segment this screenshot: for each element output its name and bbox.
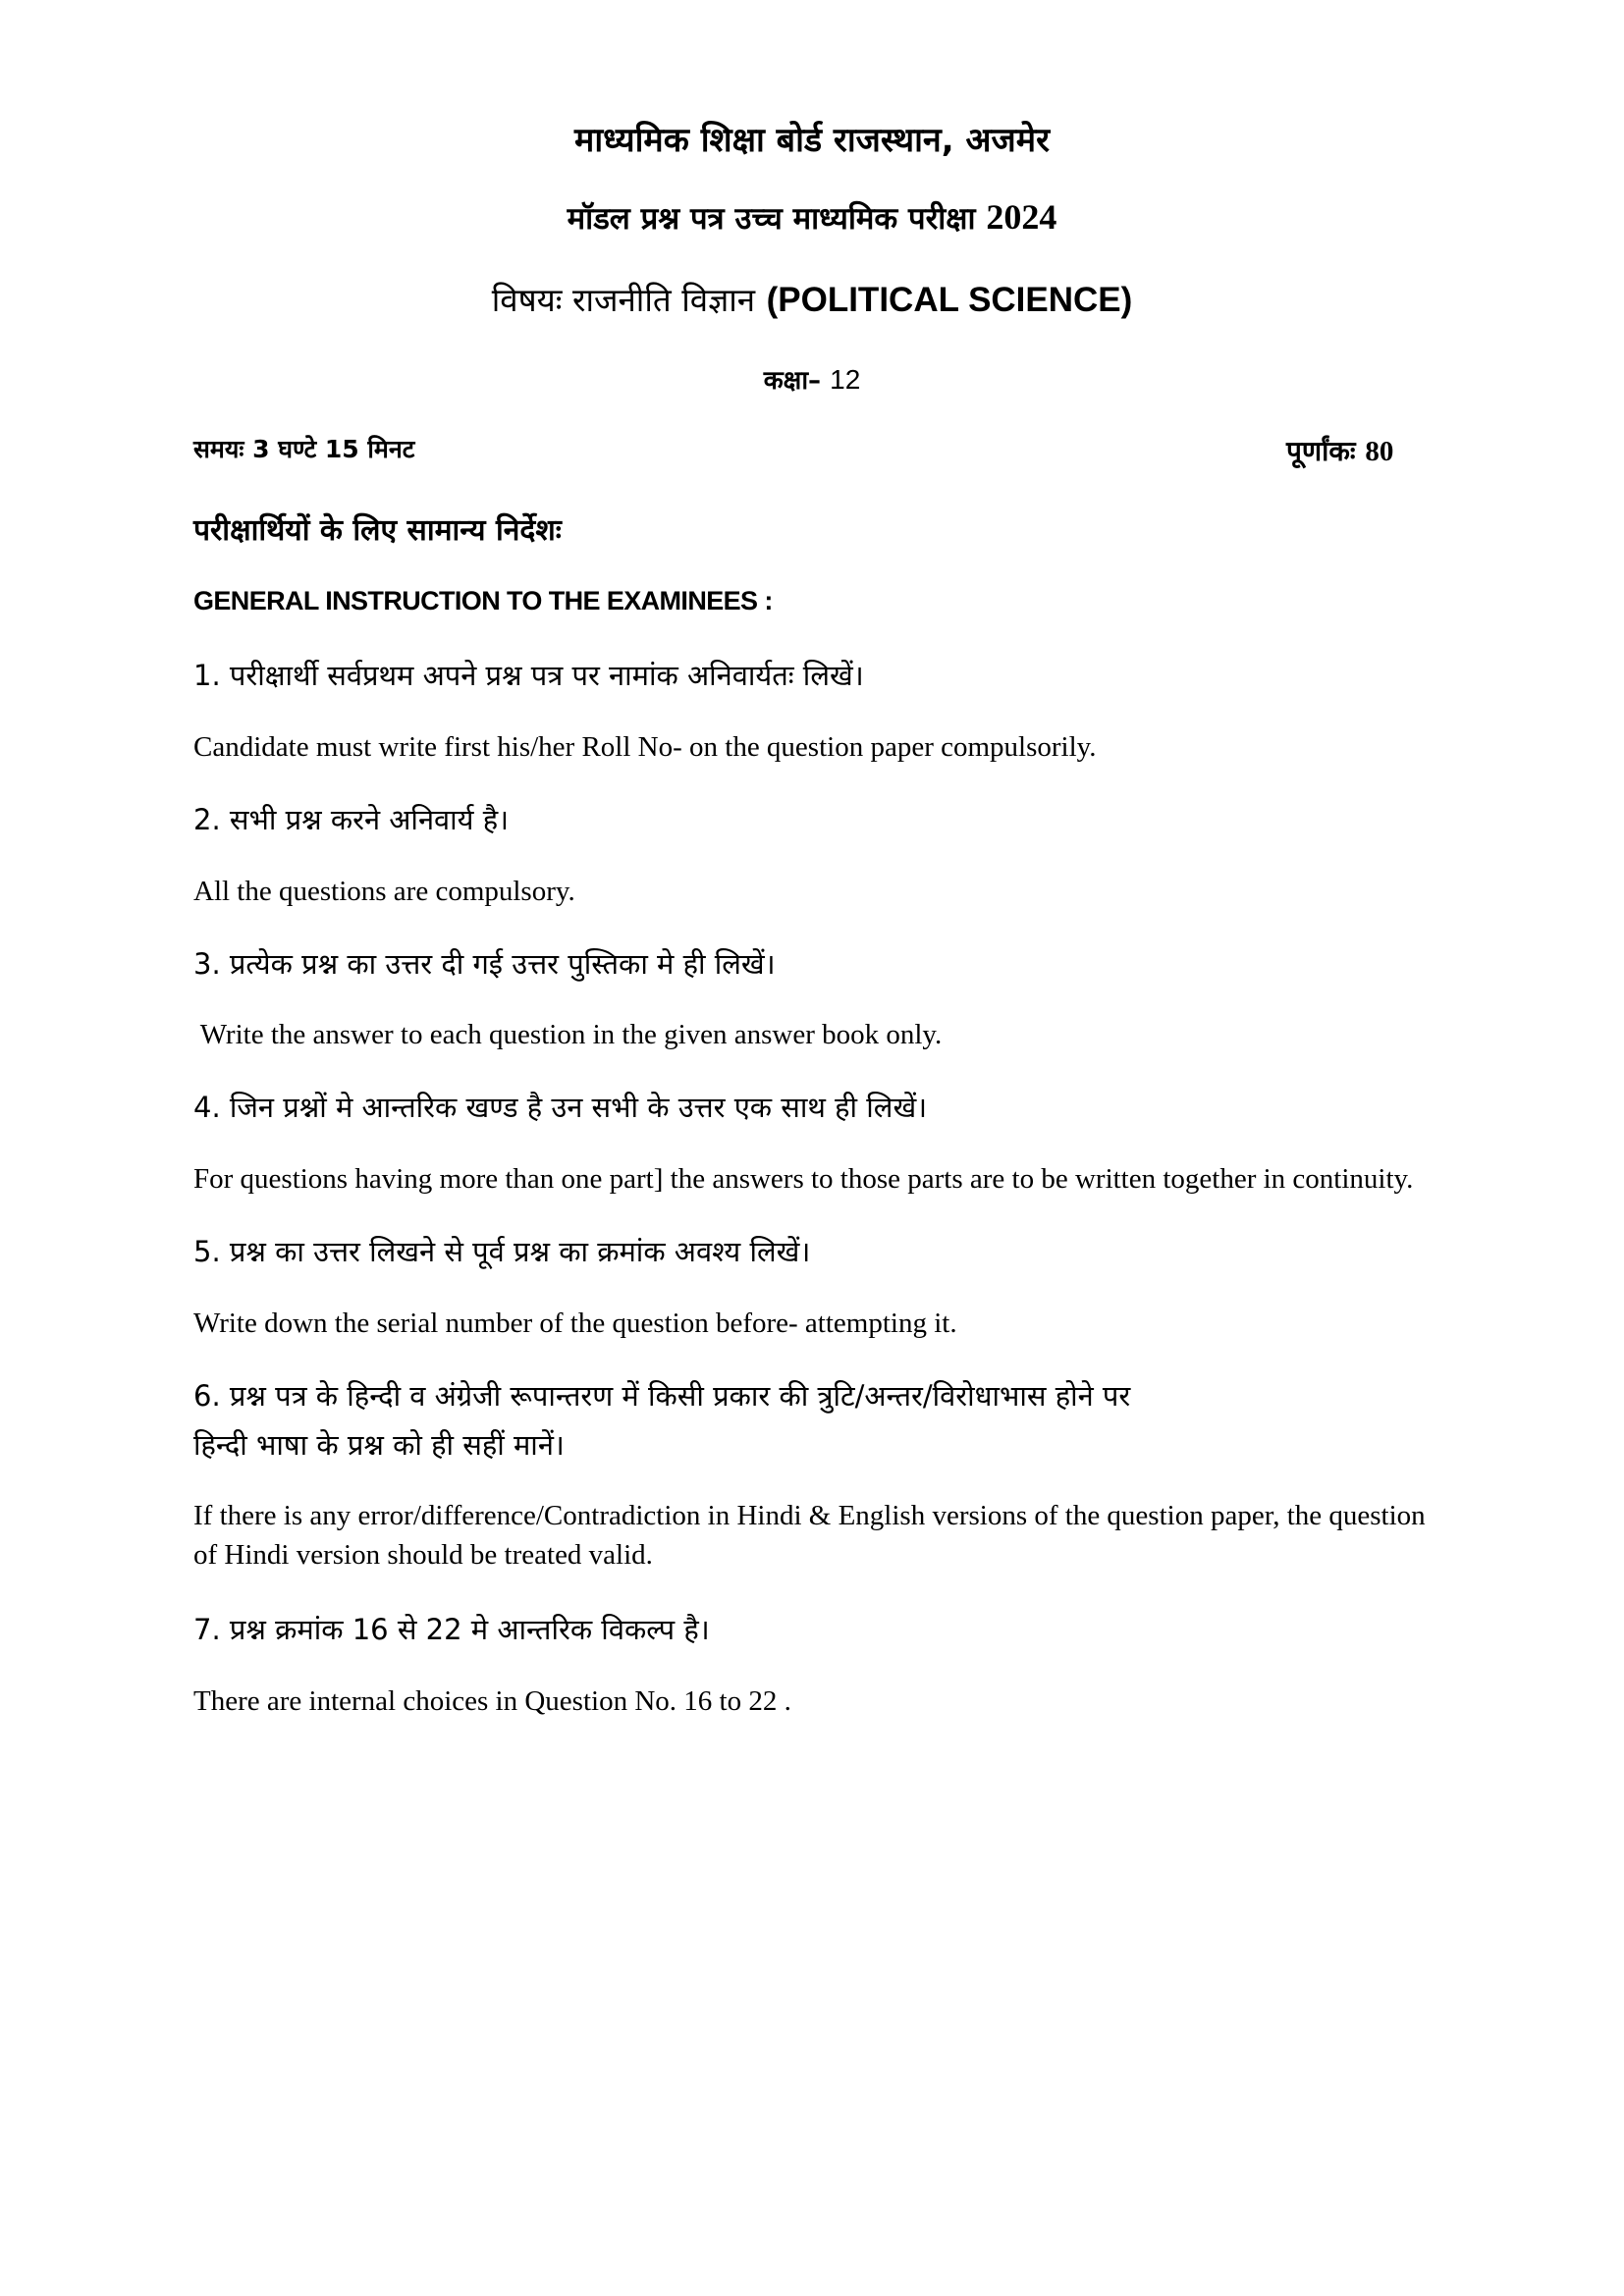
instruction-6-hindi-line-2: हिन्दी भाषा के प्रश्न को ही सहीं मानें। [193,1428,565,1462]
class-label: कक्षा– [763,366,822,396]
instruction-7-english: There are internal choices in Question No. 16 to 22 . [193,1685,791,1717]
time-value: 3 घण्टे 15 मिनट [252,435,415,463]
subject-english: (POLITICAL SCIENCE) [766,281,1133,319]
instruction-5-hindi: 5. प्रश्न का उत्तर लिखने से पूर्व प्रश्न का क्रमांक अवश्य लिखें। [193,1235,811,1268]
marks-value: 80 [1365,436,1394,467]
instruction-4-hindi: 4. जिन प्रश्नों मे आन्तरिक खण्ड है उन सभी के उत्तर एक साथ ही लिखें। [193,1091,928,1124]
instruction-3-english: Write the answer to each question in the given answer book only. [193,1019,943,1050]
paper-title-hindi: मॉडल प्रश्न पत्र उच्च माध्यमिक परीक्षा [567,201,976,237]
instruction-7-hindi: 7. प्रश्न क्रमांक 16 से 22 मे आन्तरिक विकल्प है। [193,1613,710,1646]
paper-year: 2024 [986,197,1057,237]
paper-title [0,196,1624,239]
class-line [0,361,1624,397]
subject-label-hindi: विषयः राजनीति विज्ञान [491,281,756,319]
instruction-1-english: Candidate must write first his/her Roll No- on the question paper compulsorily. [193,731,1097,763]
instructions-heading-english: GENERAL INSTRUCTION TO THE EXAMINEES : [193,586,773,615]
instruction-5-english: Write down the serial number of the question before- attempting it. [193,1308,957,1339]
max-marks [1286,432,1393,469]
instruction-2-english: All the questions are compulsory. [193,876,575,907]
board-name: माध्यमिक शिक्षा बोर्ड राजस्थान, अजमेर [573,121,1050,160]
instruction-6-english-line-2: of Hindi version should be treated valid. [193,1539,653,1571]
instruction-1-hindi: 1. परीक्षार्थी सर्वप्रथम अपने प्रश्न पत्र पर नामांक अनिवार्यतः लिखें। [193,659,864,692]
instruction-3-hindi: 3. प्रत्येक प्रश्न का उत्तर दी गई उत्तर पुस्तिका मे ही लिखें। [193,947,776,981]
class-value: 12 [830,364,861,395]
time-allowed [193,432,414,465]
instructions-heading-hindi: परीक्षार्थियों के लिए सामान्य निर्देशः [193,513,562,548]
instruction-4-english: For questions having more than one part] the answers to those parts are to be written together in continuity. [193,1163,1414,1195]
instruction-6-hindi-line-1: 6. प्रश्न पत्र के हिन्दी व अंग्रेजी रूपान्तरण में किसी प्रकार की त्रुटि/अन्तर/विरोधाभास होने पर [193,1379,1131,1413]
instruction-6-english-line-1: If there is any error/difference/Contradiction in Hindi & English versions of the question paper, the question [193,1500,1426,1531]
instruction-2-hindi: 2. सभी प्रश्न करने अनिवार्य है। [193,803,510,836]
marks-label: पूर्णांकः [1286,435,1356,467]
time-label: समयः [193,435,244,463]
subject-title [0,277,1624,321]
